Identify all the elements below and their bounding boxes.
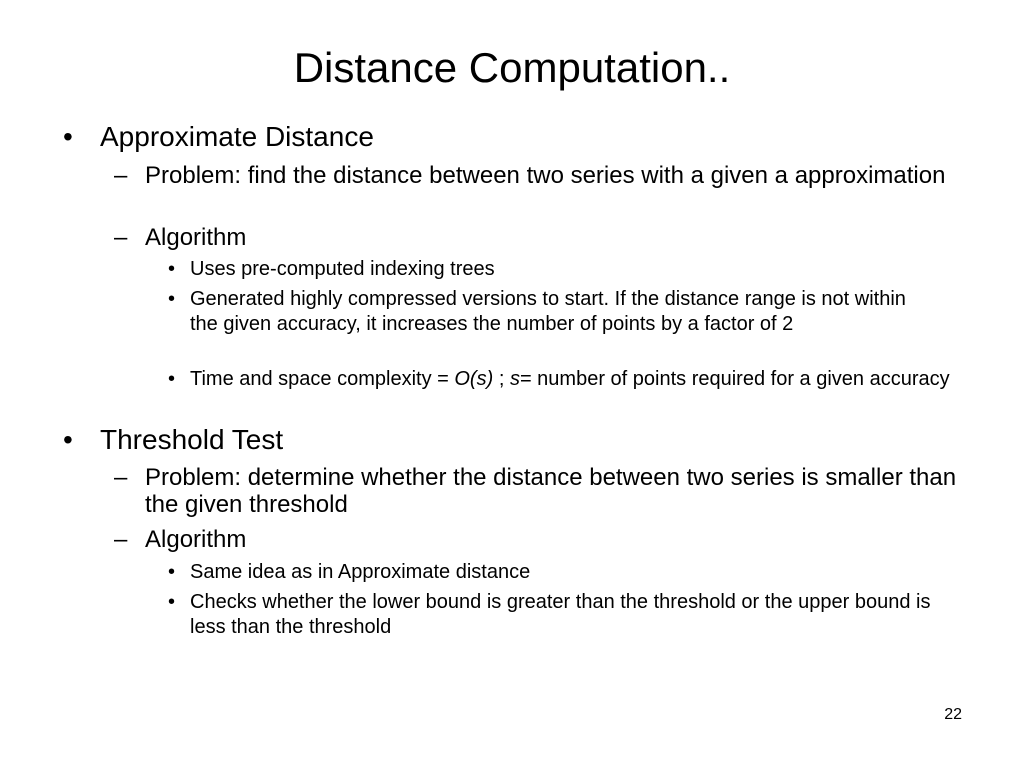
dash-marker: –	[114, 162, 128, 189]
subbullet-algorithm	[114, 224, 970, 251]
complexity-separator: ;	[493, 368, 510, 390]
subbullet-text: Algorithm	[145, 526, 247, 553]
subbullet-text: Problem: find the distance between two series with a given a approximation	[145, 162, 946, 189]
dash-marker: –	[114, 464, 128, 491]
point-precomputed-trees	[168, 257, 970, 282]
subbullet-problem	[114, 464, 970, 518]
complexity-prefix: Time and space complexity =	[190, 368, 455, 390]
dash-marker: –	[114, 224, 128, 251]
point-text: Checks whether the lower bound is greater than the threshold or the upper bound is less than the threshold	[190, 591, 931, 638]
complexity-variable: s	[509, 368, 520, 390]
point-complexity	[168, 367, 970, 392]
bullet-marker: •	[168, 591, 176, 613]
point-text: Uses pre-computed indexing trees	[190, 258, 495, 280]
point-compressed-versions	[168, 287, 935, 337]
bullet-marker: •	[168, 258, 176, 280]
point-text: Generated highly compressed versions to start. If the distance range is not within the given accuracy, it increases the number of points by a factor of 2	[190, 288, 906, 335]
point-same-idea	[168, 560, 970, 585]
bullet-text: Threshold Test	[100, 424, 284, 455]
bullet-approximate-distance	[63, 121, 960, 153]
subbullet-algorithm	[114, 526, 970, 553]
page-number: 22	[944, 706, 962, 723]
bullet-text: Approximate Distance	[100, 121, 374, 152]
subbullet-problem	[114, 162, 970, 189]
bullet-marker: •	[168, 288, 176, 310]
complexity-suffix: = number of points required for a given accuracy	[519, 368, 950, 390]
big-o-notation: O(s)	[454, 368, 494, 390]
subbullet-text: Algorithm	[145, 224, 247, 251]
bullet-marker: •	[168, 368, 176, 390]
bullet-marker: •	[63, 424, 73, 455]
bullet-threshold-test	[63, 424, 960, 456]
subbullet-text: Problem: determine whether the distance between two series is smaller than the given threshold	[145, 464, 957, 518]
bullet-marker: •	[168, 561, 176, 583]
dash-marker: –	[114, 526, 128, 553]
slide-title: Distance Computation..	[293, 44, 731, 91]
point-bounds-check	[168, 590, 970, 640]
point-text: Same idea as in Approximate distance	[190, 561, 531, 583]
bullet-marker: •	[63, 121, 73, 152]
